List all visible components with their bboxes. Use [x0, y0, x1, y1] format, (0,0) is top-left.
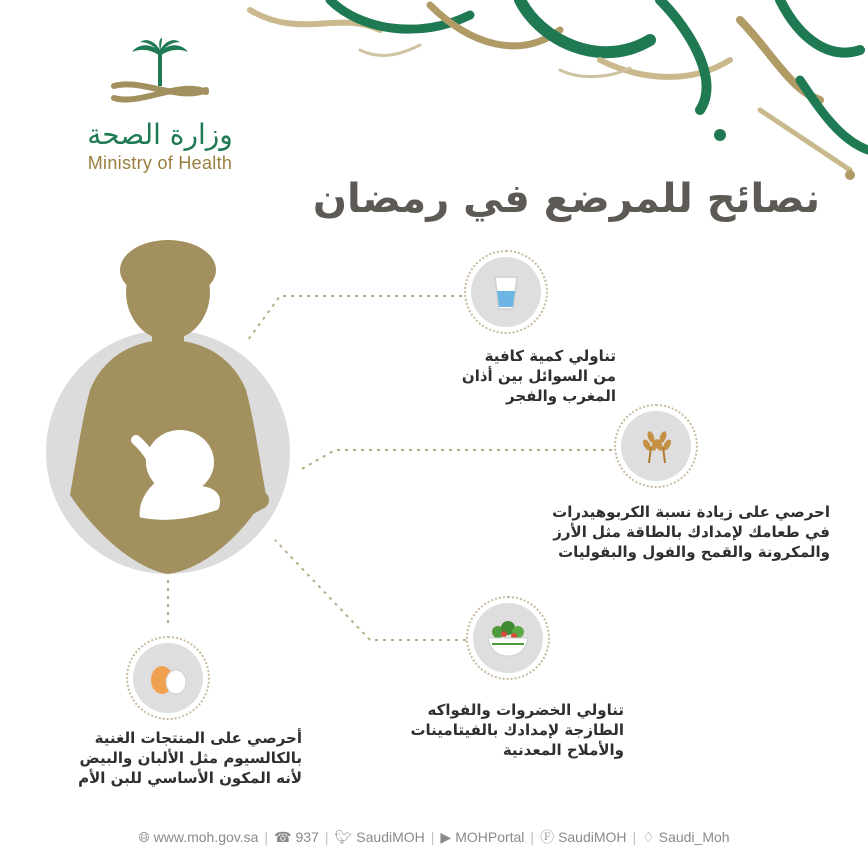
fluids-tip-line: من السوائل بين أذان: [461, 367, 616, 385]
vegetables-tip-line: الطازجة لإمدادك بالفيتامينات: [410, 721, 624, 739]
carbs-tip-icon-badge: [614, 404, 698, 488]
footer-divider: |: [430, 829, 435, 845]
youtube-icon: ▶: [440, 828, 452, 845]
twitter-text: SaudiMOH: [356, 829, 425, 845]
globe-icon: 🌐︎: [138, 828, 150, 845]
page-title: نصائح للمرضع في رمضان: [312, 176, 820, 222]
phone-icon: ☎: [274, 828, 292, 845]
footer-divider: |: [264, 829, 269, 845]
twitter-icon: 🐦︎: [334, 828, 353, 845]
facebook-icon: Ⓕ: [540, 829, 555, 845]
snapchat-icon: ♢: [642, 828, 655, 845]
phone-text: 937: [295, 829, 319, 845]
footer-divider: |: [632, 829, 637, 845]
phone-link[interactable]: [268, 829, 325, 846]
twitter-link[interactable]: [329, 829, 431, 846]
snapchat-text: Saudi_Moh: [658, 829, 730, 845]
logo-arabic-name: وزارة الصحة: [87, 118, 233, 151]
vegetables-tip-icon-badge: [466, 596, 550, 680]
fluids-tip-line: تناولي كمية كافية: [484, 347, 616, 365]
vegetables-tip-line: والأملاح المعدنية: [502, 741, 624, 759]
footer-divider: |: [324, 829, 329, 845]
logo-english-name: Ministry of Health: [87, 153, 233, 173]
breastfeeding-mother-illustration: [40, 240, 310, 580]
website-link[interactable]: [132, 829, 264, 846]
youtube-text: MOHPortal: [455, 829, 525, 845]
snapchat-link[interactable]: [636, 829, 735, 846]
youtube-link[interactable]: [434, 829, 530, 846]
calcium-tip-line: أحرصي على المنتجات الغنية: [94, 729, 302, 747]
fluids-tip-icon-badge: [464, 250, 548, 334]
wheat-icon: [633, 423, 679, 469]
vegetables-tip-line: تناولي الخضروات والفواكه: [427, 701, 624, 719]
calcium-tip-line: لأنه المكون الأساسي للبن الأم: [78, 769, 302, 787]
footer-divider: |: [530, 829, 535, 845]
fluids-tip-text: [380, 346, 616, 406]
carbs-tip-line: في طعامك لإمدادك بالطاقة مثل الأرز: [553, 523, 830, 541]
calcium-tip-text: [40, 728, 302, 788]
calcium-tip-icon-badge: [126, 636, 210, 720]
facebook-link[interactable]: [534, 827, 632, 847]
carbs-tip-line: والمكرونة والقمح والفول والبقوليات: [558, 543, 830, 561]
vegetables-tip-text: [370, 700, 624, 760]
water-glass-icon: [483, 269, 529, 315]
fluids-tip-line: المغرب والفجر: [506, 387, 616, 405]
carbs-tip-line: احرصي على زيادة نسبة الكربوهيدرات: [552, 503, 830, 521]
calcium-tip-line: بالكالسيوم مثل الألبان والبيض: [79, 749, 302, 767]
contact-footer: [0, 822, 868, 852]
facebook-text: SaudiMOH: [558, 829, 627, 845]
eggs-icon: [144, 658, 192, 698]
salad-bowl-icon: [484, 618, 532, 658]
website-text: www.moh.gov.sa: [153, 829, 259, 845]
carbs-tip-text: [500, 502, 830, 562]
